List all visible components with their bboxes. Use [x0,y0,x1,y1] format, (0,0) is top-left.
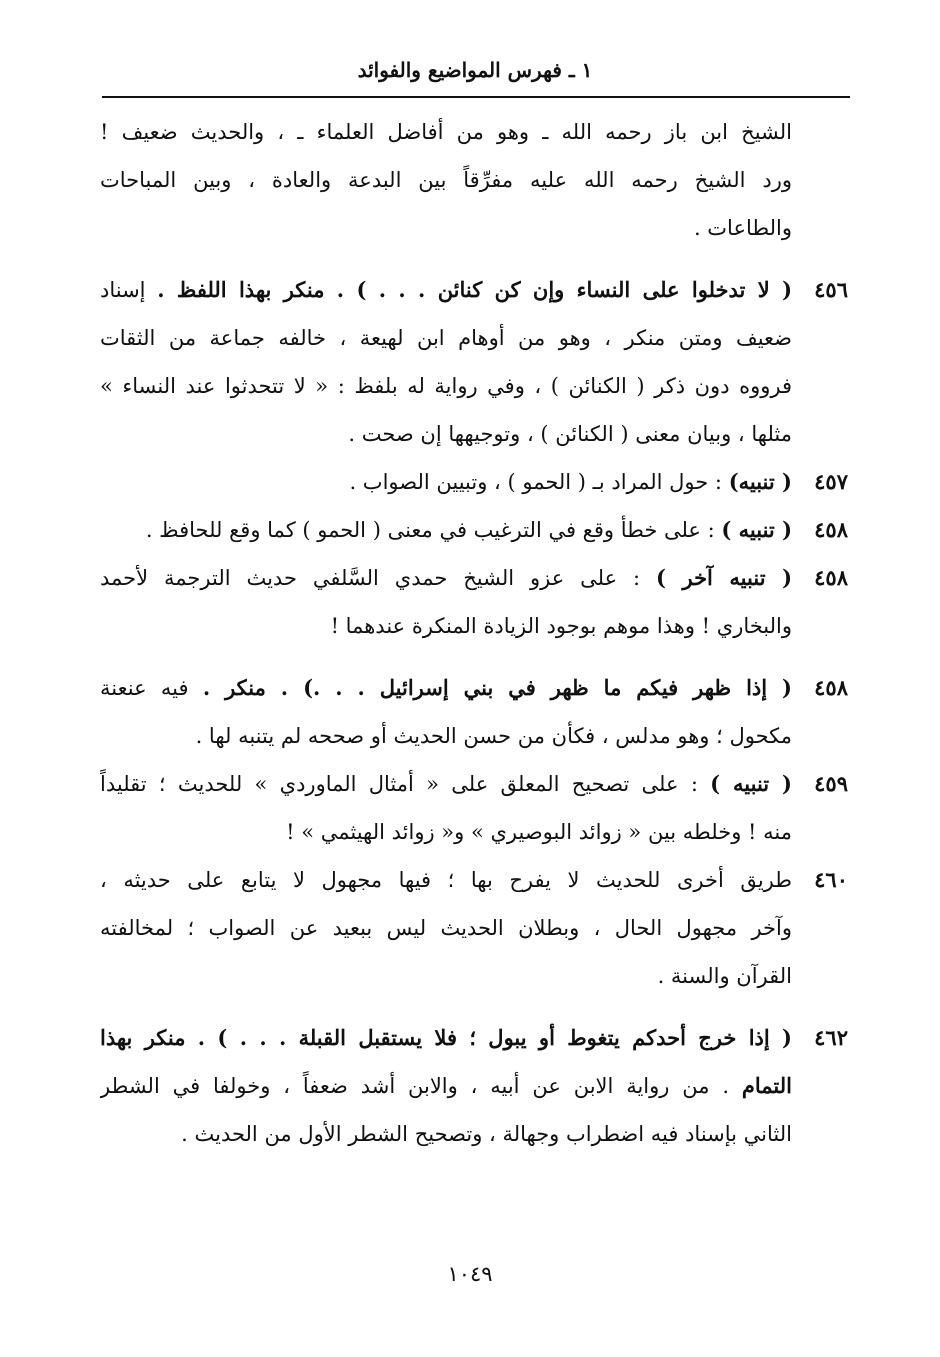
text-line: الشيخ ابن باز رحمه الله ـ وهو من أفاضل العلماء ـ ، والحديث ضعيف ! [100,120,792,144]
entry-text: : حول المراد بـ ( الحمو ) ، وتبيين الصواب . [349,470,729,494]
index-entry [100,1014,848,1158]
spacer [100,650,848,664]
entry-text: : على خطأ وقع في الترغيب في معنى ( الحمو ) كما وقع للحافظ . [145,518,722,542]
entry-body [100,760,792,856]
note-label: ( تنبيه) [728,469,792,494]
entry-body [100,108,792,252]
hadith-title: ( لا تدخلوا على النساء وإن كن كنائن . . . ) . منكر بهذا اللفظ . [157,277,792,302]
text-line: ورد الشيخ رحمه الله عليه مفرِّقاً بين البدعة والعادة ، وبين المباحات [100,168,792,192]
text-line: مثلها ، وبيان معنى ( الكنائن ) ، وتوجيهها إن صحت . [348,422,792,446]
entry-text: فيه عنعنة [100,676,203,700]
entry-body [100,506,792,554]
entry-body [100,266,792,458]
text-line: ضعيف ومتن منكر ، وهو من أوهام ابن لهيعة ، خالفه جماعة من الثقات [100,326,792,350]
text-line [100,1014,792,1062]
index-entry [100,856,848,1000]
index-entry [100,760,848,856]
index-entry [100,664,848,760]
text-line: طريق أخرى للحديث لا يفرح بها ؛ فيها مجهول لا يتابع على حديثه ، [100,868,792,892]
text-line: وآخر مجهول الحال ، وبطلان الحديث ليس ببعيد عن الصواب ؛ لمخالفته [100,916,792,940]
hadith-title: ( إذا خرج أحدكم يتغوط أو يبول ؛ فلا يستقبل القبلة . . . ) . منكر بهذا [100,1025,792,1050]
entry-text: إسناد [100,278,158,302]
text-line: منه ! وخلطه بين « زوائد البوصيري » و« زوائد الهيثمي » ! [286,820,792,844]
index-entry [100,554,848,650]
note-label: ( تنبيه ) [710,771,792,796]
page-number: ١٠٤٩ [447,1262,493,1286]
text-line [100,266,792,314]
index-entry [100,506,848,554]
entry-number: ٤٦٠ [814,867,848,892]
spacer [100,252,848,266]
text-line: فرووه دون ذكر ( الكنائن ) ، وفي رواية له بلفظ : « لا تتحدثوا عند النساء » [100,374,792,398]
entry-body [100,554,792,650]
text-line: الثاني بإسناد فيه اضطراب وجهالة ، وتصحيح الشطر الأول من الحديث . [181,1122,792,1146]
text-line [100,506,792,554]
index-body [100,108,848,1158]
spacer [100,1000,848,1014]
text-line: والبخاري ! وهذا موهم بوجود الزيادة المنكرة عندهما ! [330,614,792,638]
text-line: القرآن والسنة . [657,964,792,988]
header-rule [102,96,850,98]
entry-body [100,856,792,1000]
text-line [100,760,792,808]
text-line [100,554,792,602]
entry-number: ٤٥٦ [814,277,848,302]
entry-text: . من رواية الابن عن أبيه ، والابن أشد ضعفاً ، وخولفا في الشطر [100,1074,742,1098]
text-line [100,1062,792,1110]
hadith-title-cont: التمام [741,1073,792,1098]
entry-body [100,664,792,760]
continuation-entry [100,108,848,252]
entry-number: ٤٥٩ [814,771,848,796]
entry-number: ٤٥٨ [814,565,848,590]
hadith-title: ( إذا ظهر فيكم ما ظهر في بني إسرائيل . . .) . منكر . [202,675,792,700]
note-label: ( تنبيه ) [721,517,792,542]
entry-number: ٤٦٢ [814,1025,848,1050]
entry-body [100,458,792,506]
entry-text: : على تصحيح المعلق على « أمثال الماوردي » للحديث ؛ تقليداً [100,772,711,796]
entry-text: : على عزو الشيخ حمدي السَّلفي حديث الترجمة لأحمد [100,566,657,590]
entry-number: ٤٥٧ [814,469,848,494]
text-line: مكحول ؛ وهو مدلس ، فكأن من حسن الحديث أو صححه لم يتنبه لها . [195,724,792,748]
index-entry [100,458,848,506]
entry-body [100,1014,792,1158]
note-label: ( تنبيه آخر ) [656,565,792,590]
entry-number: ٤٥٨ [814,675,848,700]
index-entry [100,266,848,458]
text-line: والطاعات . [693,216,792,240]
text-line [100,664,792,712]
text-line [100,458,792,506]
running-head: ١ ـ فهرس المواضيع والفوائد [357,58,593,82]
entry-number: ٤٥٨ [814,517,848,542]
